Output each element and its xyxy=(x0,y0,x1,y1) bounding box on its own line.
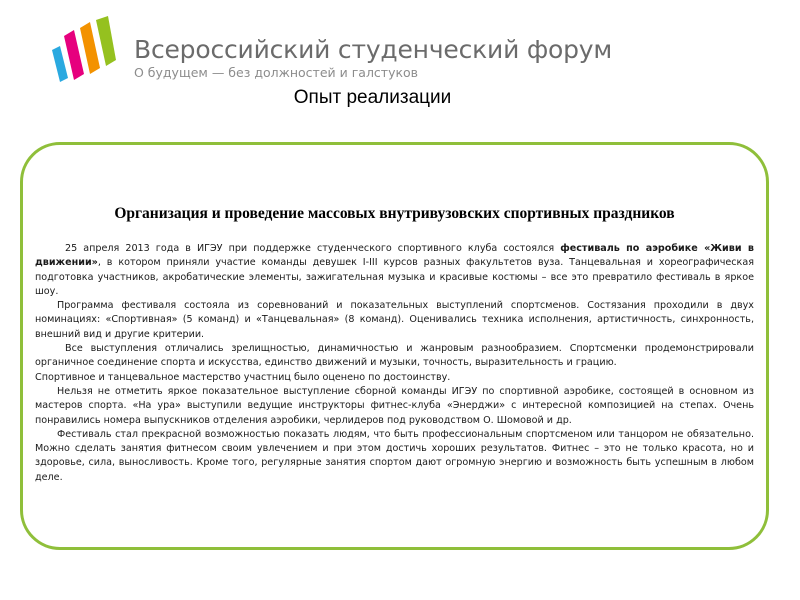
brand-title: Всероссийский студенческий форум xyxy=(134,35,613,64)
forum-logo-icon xyxy=(50,16,120,84)
paragraph-3: Все выступления отличались зрелищностью, динамичностью и жанровым разнообразием. Спортсменки продемонстрировали органичное соединение спорта и искусства, единство движений и музыки, точность, выразительность и грацию. xyxy=(35,343,754,369)
slide-title: Опыт реализации xyxy=(293,87,452,108)
paragraph-2: Программа фестиваля состояла из соревнований и показательных выступлений спортсменов. Состязания проходили в двух номинациях: «Спортивная» (5 команд) и «Танцевальная» (8 команд). Оценивались техника исполнения, артистичность, синхронность, внешний вид и другие критерии. xyxy=(35,300,754,340)
logo-stripe-magenta xyxy=(64,30,84,80)
logo-stripe-green xyxy=(96,16,116,66)
paragraph-1-rest: , в котором приняли участие команды девушек I-III курсов разных факультетов вуза. Танцевальная и хореографическая подготовка участников, акробатические элементы, зажигательная музыка и красивые костюмы – все это превратило фестиваль в яркое шоу. xyxy=(35,257,754,297)
festival-name: фестиваль по аэробике «Живи в движении» xyxy=(35,243,754,269)
logo-stripe-orange xyxy=(80,22,100,74)
logo-stripe-blue xyxy=(52,46,68,82)
content-card xyxy=(20,142,769,550)
paragraph-5: Нельзя не отметить яркое показательное выступление сборной команды ИГЭУ по спортивной аэробике, состоящей в основном из мастеров спорта. «На ура» выступили ведущие инструкторы фитнес-клуба «Энерджи» с интересной композицией на степах. Очень понравились номера выпускников отделения аэробики, черлидеров под руководством О. Шомовой и др. xyxy=(35,385,754,426)
paragraph-1-intro: 25 апреля 2013 года в ИГЭУ при поддержке студенческого спортивного клуба состоялся xyxy=(65,243,561,254)
brand-tagline: О будущем — без должностей и галстуков xyxy=(134,65,419,80)
card-heading: Организация и проведение массовых внутривузовских спортивных праздников xyxy=(114,205,675,222)
card-body xyxy=(35,242,754,485)
paragraph-4: Спортивное и танцевальное мастерство участниц было оценено по достоинству. xyxy=(35,371,451,383)
paragraph-1 xyxy=(35,242,754,299)
paragraph-6: Фестиваль стал прекрасной возможностью показать людям, что быть профессиональным спортсменом или танцором не обязательно. Можно сделать занятия фитнесом своим увлечением и при этом достичь хороших результатов. Фитнес – это не только красота, но и здоровье, сила, выносливость. Кроме того, регулярные занятия спортом дают огромную энергию и возможность быть успешным в любом деле. xyxy=(35,428,754,483)
